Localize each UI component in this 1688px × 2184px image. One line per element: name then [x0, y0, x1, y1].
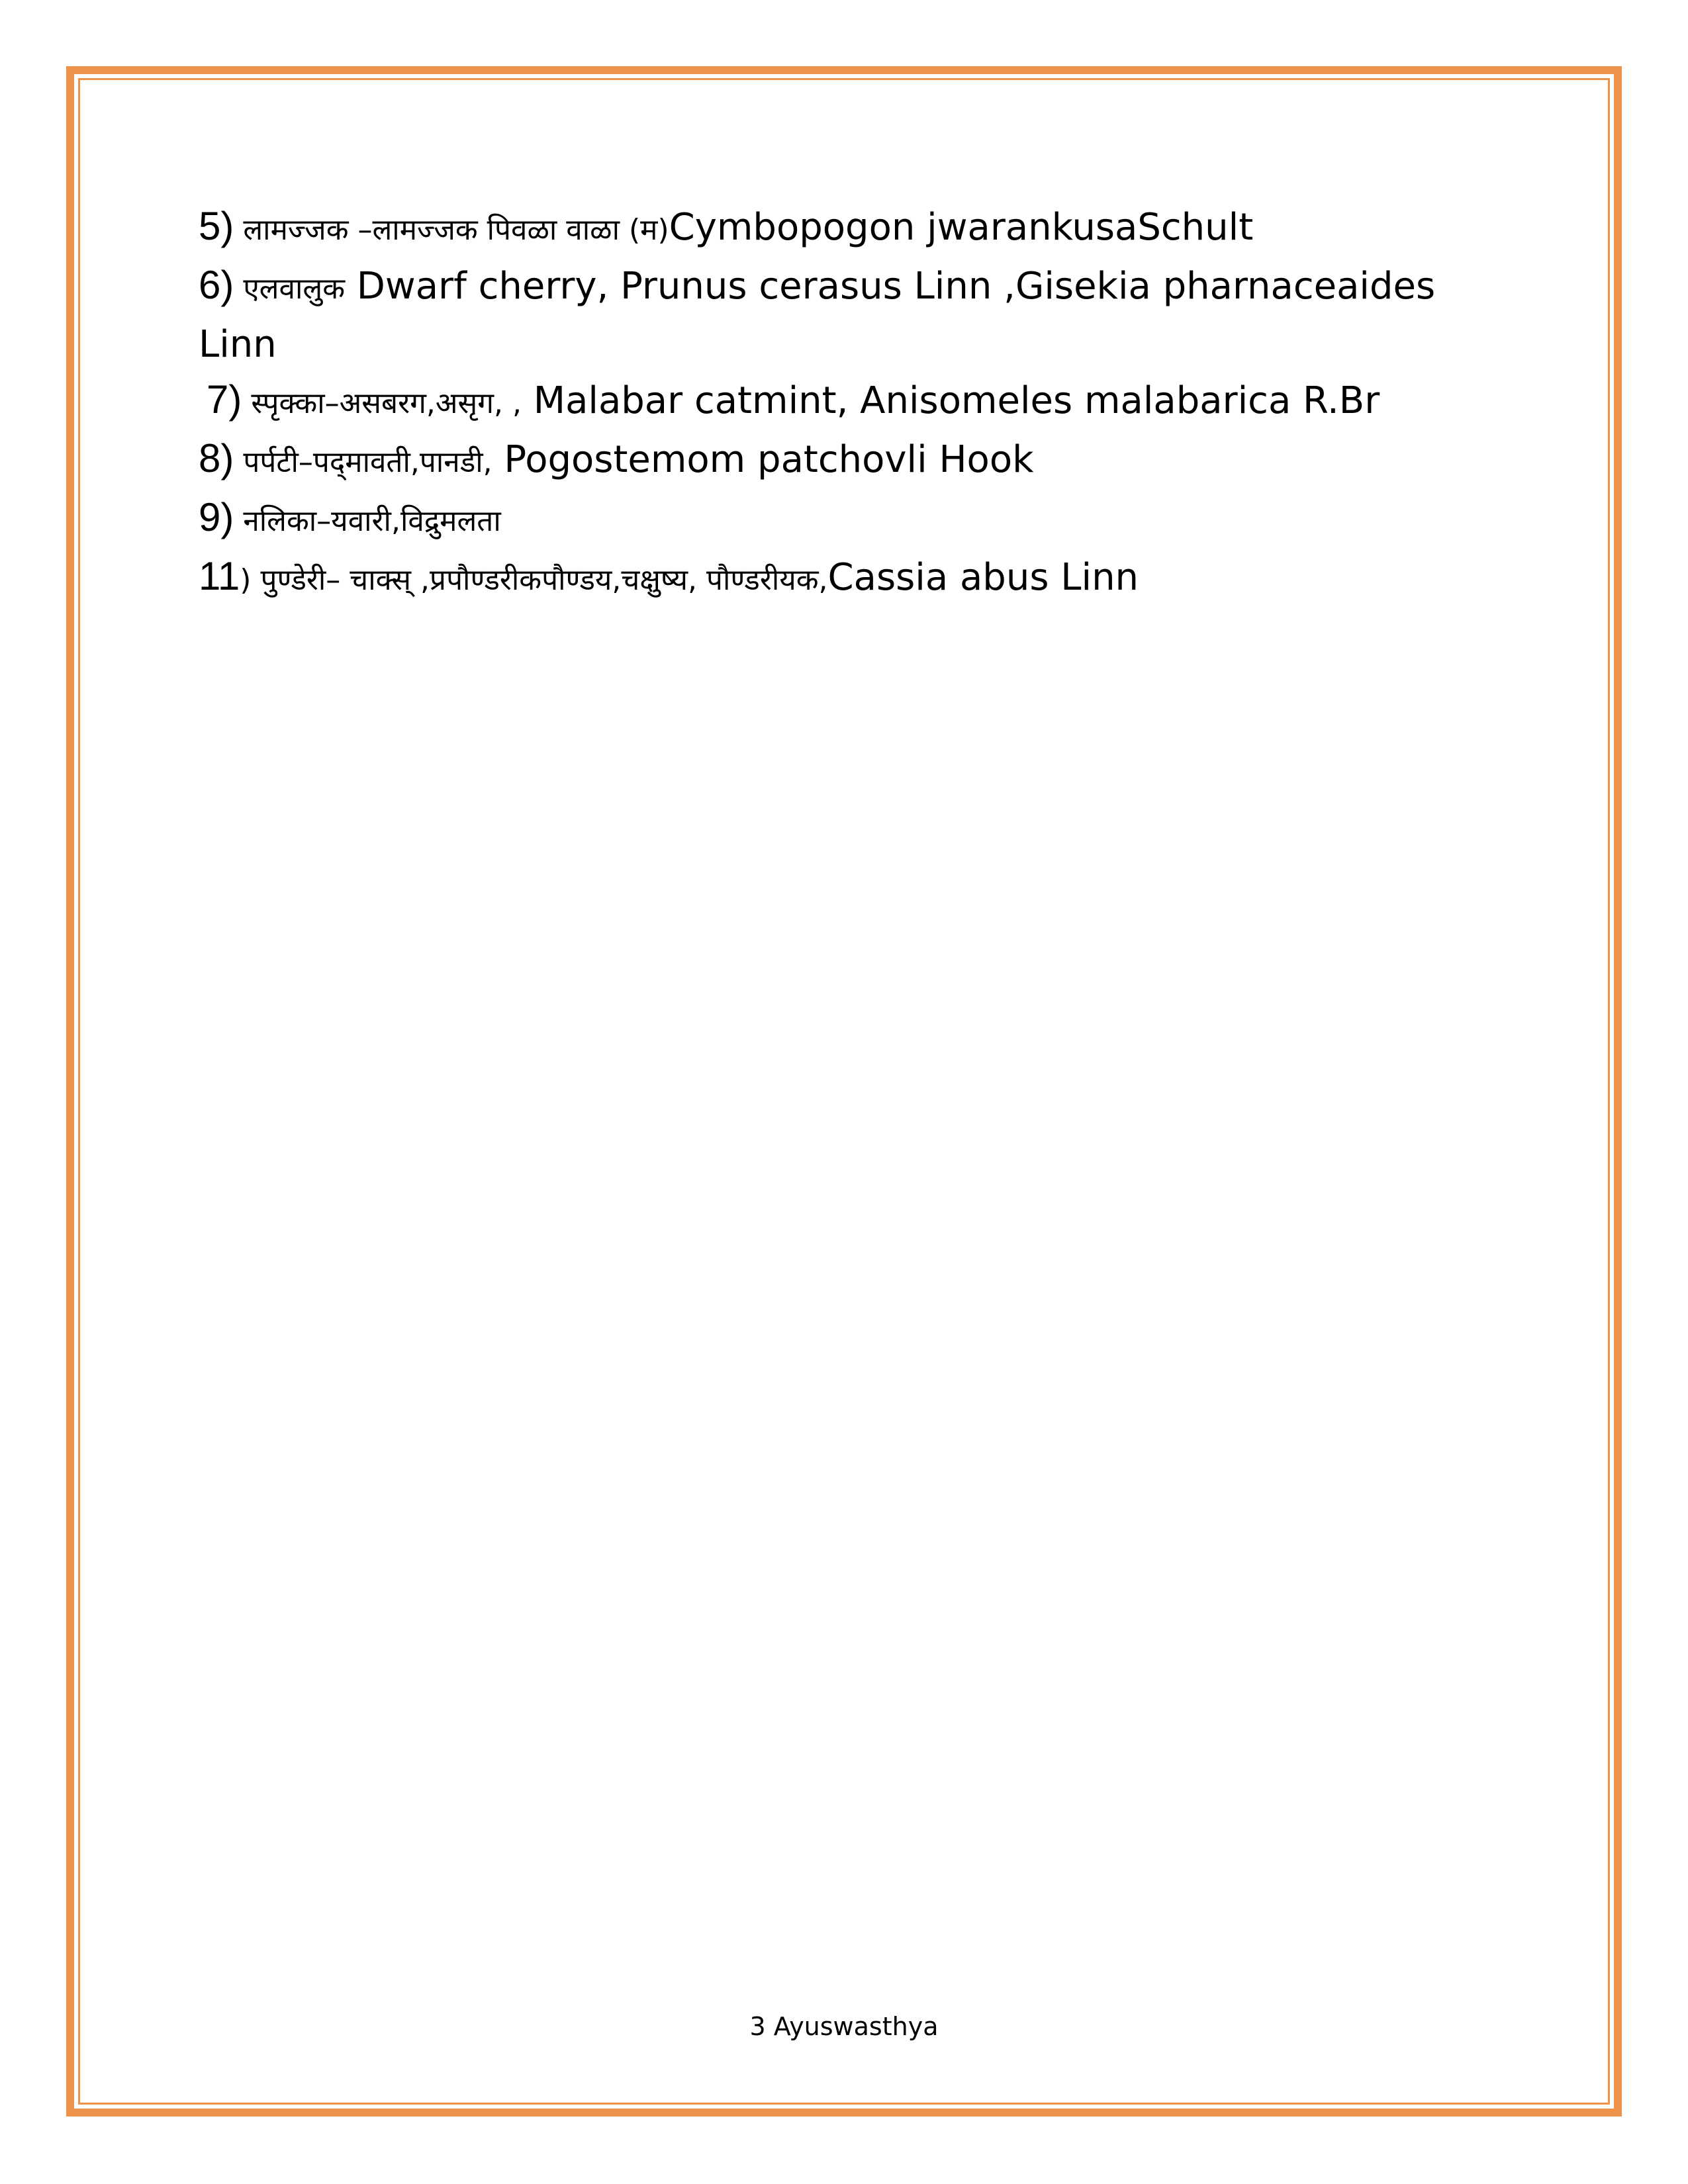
- item-devanagari-text: नलिका–यवारी,विद्रुमलता: [234, 504, 501, 538]
- item-latin-text: Malabar catmint, Anisomeles malabarica R.Br: [521, 379, 1380, 422]
- item-devanagari-text: ) पुण्डेरी– चाक्स् ,प्रपौण्डरीकपौण्डय,चक्षुष्य, पौण्डरीयक,: [240, 563, 828, 597]
- item-latin-text: Cassia abus Linn: [827, 556, 1139, 599]
- list-item: [199, 431, 1489, 490]
- item-number: 8): [199, 436, 234, 480]
- list-item: [199, 549, 1489, 608]
- item-latin-text: Dwarf cherry, Prunus cerasus Linn ,Gisekia pharnaceaides: [345, 265, 1436, 308]
- list-item: [199, 490, 1489, 549]
- item-devanagari-text: एलवालुक: [234, 272, 345, 306]
- list-item: [199, 372, 1489, 431]
- list-item: [199, 199, 1489, 257]
- item-number: 9): [199, 495, 234, 539]
- item-latin-text: Pogostemom patchovli Hook: [492, 438, 1034, 481]
- item-number: 7): [207, 377, 242, 422]
- list-item-continuation: [199, 316, 1489, 372]
- item-devanagari-text: लामज्जक –लामज्जक पिवळा वाळा (म): [234, 213, 669, 247]
- item-number: 11: [199, 554, 240, 598]
- item-devanagari-text: स्पृक्‍का–असबरग,असृग, ,: [242, 387, 522, 420]
- item-number: 6): [199, 263, 234, 307]
- item-latin-text: Linn: [199, 323, 277, 366]
- item-number: 5): [199, 204, 234, 248]
- item-latin-text: Cymbopogon jwarankusaSchult: [669, 206, 1254, 249]
- item-devanagari-text: पर्पटी–पद्‌मावती,पानडी,: [234, 445, 492, 479]
- page-footer: 3 Ayuswasthya: [749, 2012, 939, 2041]
- document-body: [199, 199, 1489, 608]
- list-item: [199, 257, 1489, 316]
